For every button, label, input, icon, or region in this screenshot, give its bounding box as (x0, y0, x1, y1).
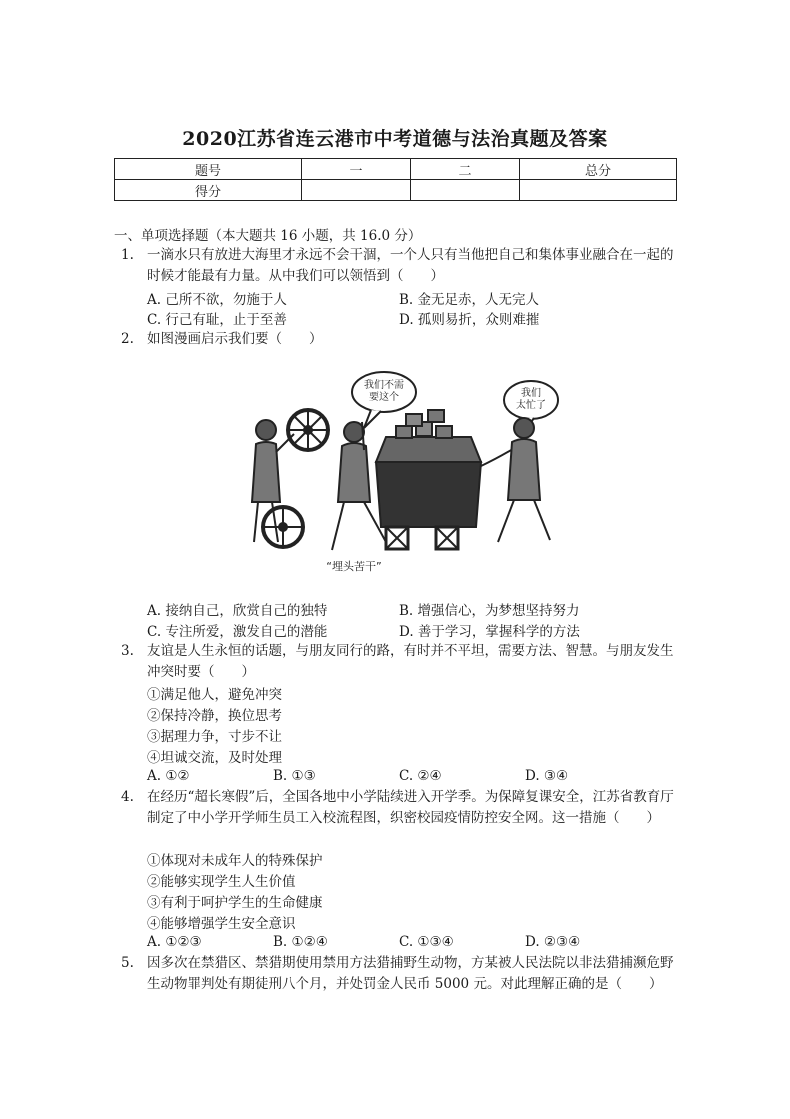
cartoon-illustration (236, 362, 566, 582)
section-heading: 一、单项选择题（本大题共 16 小题，共 16.0 分） (114, 228, 422, 244)
option-b: B. ①③ (273, 768, 316, 784)
table-cell (302, 180, 411, 201)
table-cell: 题号 (115, 159, 302, 180)
statement-2: ②能够实现学生人生价值 (147, 874, 296, 890)
page-title: 2020江苏省连云港市中考道德与法治真题及答案 (182, 128, 608, 150)
statement-3: ③据理力争，寸步不让 (147, 729, 282, 745)
option-d: D. 孤则易折，众则难摧 (399, 312, 540, 328)
question-number: 1. (121, 247, 134, 263)
option-a: A. ①②③ (147, 934, 202, 950)
table-cell (520, 180, 677, 201)
statement-1: ①体现对未成年人的特殊保护 (147, 853, 323, 869)
question-text: 一滴水只有放进大海里才永远不会干涸，一个人只有当他把自己和集体事业融合在一起的时候才能最有力量。从中我们可以领悟到（ ） (147, 247, 674, 284)
option-d: D. 善于学习，掌握科学的方法 (399, 624, 580, 640)
speech-bubble-2: 我们太忙了 (516, 388, 546, 411)
score-table (114, 158, 677, 201)
statement-4: ④坦诚交流，及时处理 (147, 750, 282, 766)
option-a: A. 己所不欲，勿施于人 (147, 292, 287, 308)
option-c: C. 行己有耻，止于至善 (147, 312, 287, 328)
statement-3: ③有利于呵护学生的生命健康 (147, 895, 323, 911)
question-number: 4. (121, 789, 134, 805)
option-a: A. 接纳自己，欣赏自己的独特 (147, 603, 328, 619)
statement-4: ④能够增强学生安全意识 (147, 916, 296, 932)
cartoon-caption: “埋头苦干” (326, 560, 382, 573)
table-row (115, 180, 677, 201)
table-cell: 二 (411, 159, 520, 180)
option-d: D. ②③④ (525, 934, 581, 950)
table-cell (411, 180, 520, 201)
question-text: 因多次在禁猎区、禁猎期使用禁用方法猎捕野生动物，方某被人民法院以非法猎捕濒危野生动物罪判处有期徒刑八个月，并处罚金人民币 5000 元。对此理解正确的是（ ） (147, 955, 674, 992)
question-text: 在经历“超长寒假”后，全国各地中小学陆续进入开学季。为保障复课安全，江苏省教育厅制定了中小学开学师生员工入校流程图，织密校园疫情防控安全网。这一措施（ ） (147, 789, 674, 826)
option-b: B. 金无足赤，人无完人 (399, 292, 540, 308)
option-b: B. ①②④ (273, 934, 328, 950)
table-cell: 得分 (115, 180, 302, 201)
statement-1: ①满足他人，避免冲突 (147, 687, 282, 703)
question-text: 如图漫画启示我们要（ ） (147, 331, 323, 347)
option-a: A. ①② (147, 768, 190, 784)
option-b: B. 增强信心，为梦想坚持努力 (399, 603, 580, 619)
question-number: 3. (121, 643, 134, 659)
table-cell: 一 (302, 159, 411, 180)
question-number: 2. (121, 331, 134, 347)
statement-2: ②保持冷静，换位思考 (147, 708, 282, 724)
speech-bubble-1: 我们不需要这个 (364, 380, 404, 403)
option-d: D. ③④ (525, 768, 569, 784)
table-row (115, 159, 677, 180)
option-c: C. 专注所爱，激发自己的潜能 (147, 624, 328, 640)
table-cell: 总分 (520, 159, 677, 180)
option-c: C. ②④ (399, 768, 442, 784)
question-text: 友谊是人生永恒的话题，与朋友同行的路，有时并不平坦，需要方法、智慧。与朋友发生冲突时要（ ） (147, 643, 674, 680)
question-number: 5. (121, 955, 134, 971)
option-c: C. ①③④ (399, 934, 454, 950)
